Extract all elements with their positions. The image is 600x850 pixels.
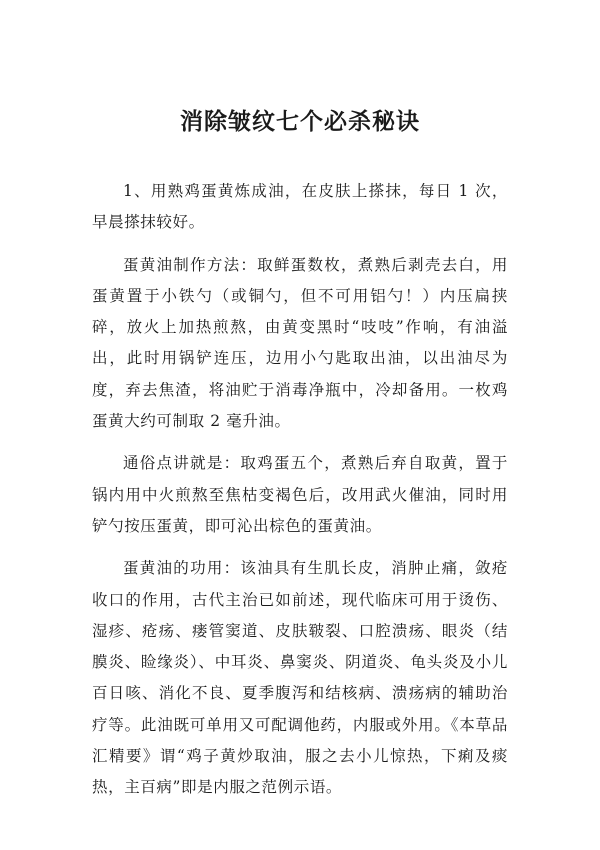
document-title: 消除皱纹七个必杀秘诀: [180, 109, 420, 135]
paragraph-egg-oil-uses: 蛋黄油的功用：该油具有生肌长皮，消肿止痛，敛疮收口的作用，古代主治已如前述，现代临床可用于烫伤、湿疹、疮疡、瘘管窦道、皮肤皲裂、口腔溃疡、眼炎（结膜炎、睑缘炎）、中耳炎、鼻窦炎、阴道炎、龟头炎及小儿百日咳、消化不良、夏季腹泻和结核病、溃疡病的辅助治疗等。此油既可单用又可配调他药，内服或外用。《本草品汇精要》谓“鸡子黄炒取油，服之去小儿惊热，下痢及痰热，主百病”即是内服之范例示语。: [92, 559, 508, 797]
paragraph-plain-explanation: 通俗点讲就是：取鸡蛋五个，煮熟后弃自取黄，置于锅内用中火煎熬至焦枯变褐色后，改用武火催油，同时用铲勺按压蛋黄，即可沁出棕色的蛋黄油。: [92, 454, 508, 535]
paragraph-method-1: 1、用熟鸡蛋黄炼成油，在皮肤上搽抹，每日 1 次，早晨搽抹较好。: [92, 182, 508, 232]
paragraph-egg-oil-preparation: 蛋黄油制作方法：取鲜蛋数枚，煮熟后剥壳去白，用蛋黄置于小铁勺（或铜勺，但不可用铝勺！）内压扁挟碎，放火上加热煎熬，由黄变黑时“吱吱”作响，有油溢出，此时用锅铲连压，边用小勺匙取出油，以出油尽为度，弃去焦渣，将油贮于消毒净瓶中，冷却备用。一枚鸡蛋黄大约可制取 2 毫升油。: [92, 255, 508, 431]
document-body: [92, 176, 508, 804]
